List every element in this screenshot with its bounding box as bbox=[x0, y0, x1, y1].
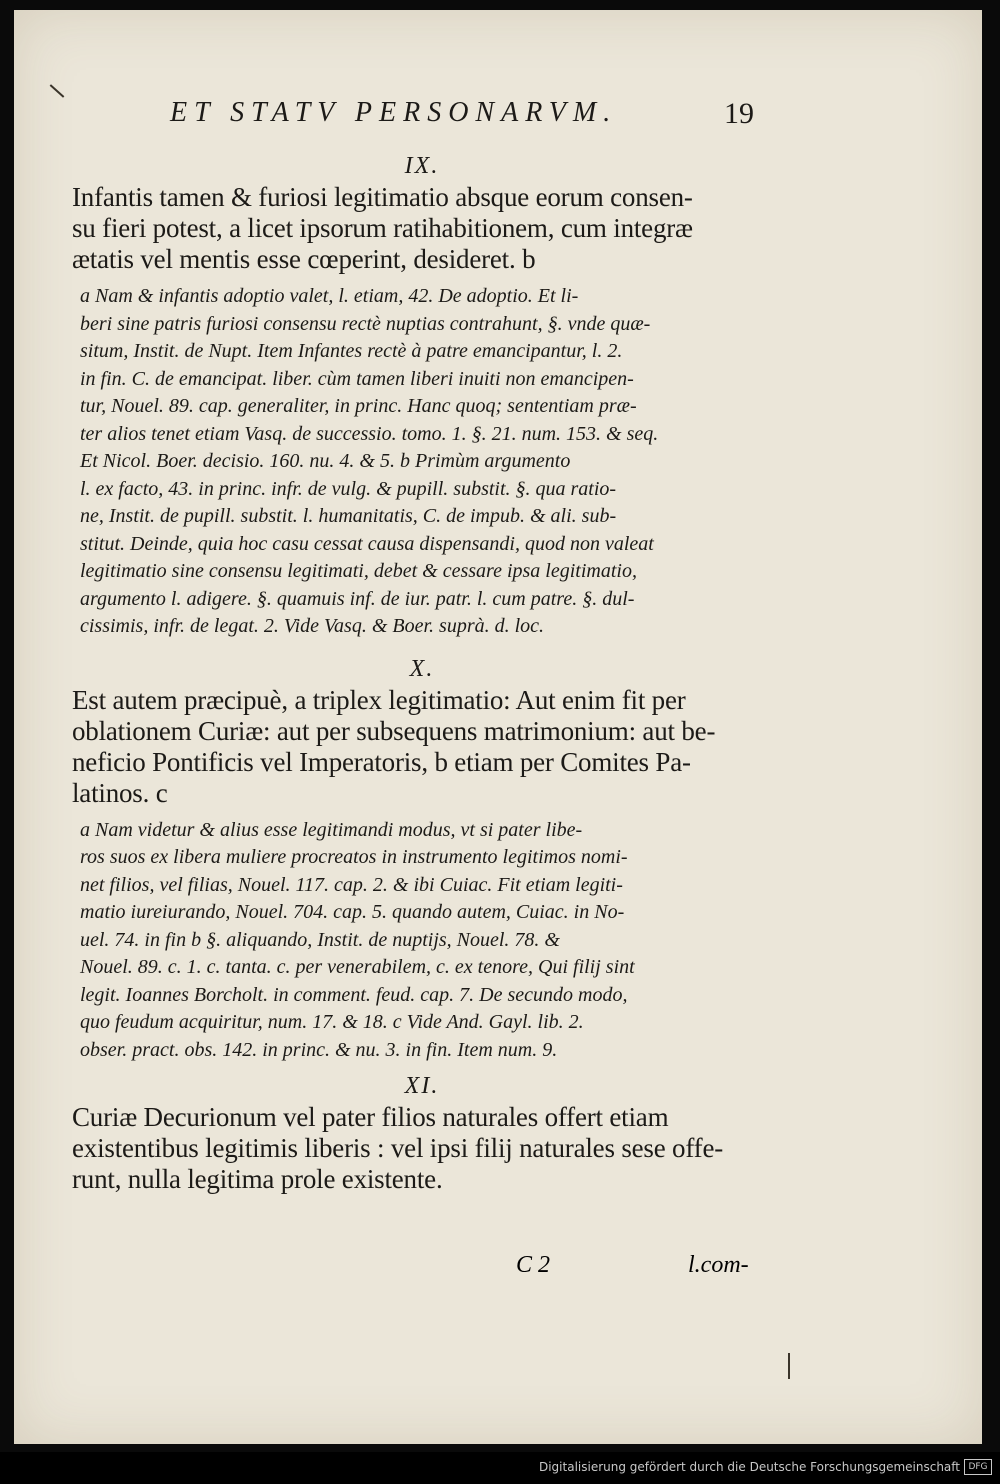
margin-mark bbox=[788, 1353, 790, 1379]
signature-mark: C 2 bbox=[516, 1252, 551, 1278]
section-number: IX. bbox=[404, 153, 440, 179]
section-number: X. bbox=[409, 655, 435, 682]
section-text: Infantis tamen & furiosi legitimatio absque eorum consen- su fieri potest, a licet ipsorum ratihabitionem, cum integræ ætatis vel mentis esse cœperint, desideret. b bbox=[72, 182, 693, 274]
catchword: l.com- bbox=[688, 1252, 749, 1278]
scan-credit: Digitalisierung gefördert durch die Deutsche Forschungsgemeinschaft bbox=[538, 1460, 960, 1474]
running-title: ET STATV PERSONARVM. bbox=[170, 97, 618, 128]
section-text: Curiæ Decurionum vel pater filios naturales offert etiam existentibus legitimis liberis : vel ipsi filij naturales sese offe- runt, nulla legitima prole existente. bbox=[72, 1102, 724, 1194]
section-number: XI. bbox=[404, 1073, 440, 1099]
section-note: a Nam videtur & alius esse legitimandi modus, vt si pater libe- ros suos ex libera muliere procreatos in instrumento legitimos nomi- net filios, vel filias, Nouel. 117. cap. 2. & ibi Cuiac. Fit etiam legiti- matio iureiurando, Nouel. 704. cap. 5. quando autem, Cuiac. in No- uel. 74. in fin b §. aliquando, Instit. de nuptijs, Nouel. 78. & Nouel. 89. c. 1. c. tanta. c. per venerabilem, c. ex tenore, Qui filij sint legit. Ioannes Borcholt. in comment. feud. cap. 7. De secundo modo, quo feudum acquiritur, num. 17. & 18. c Vide And. Gayl. lib. 2. obser. pract. obs. 142. in princ. & nu. 3. in fin. Item num. 9. bbox=[80, 818, 635, 1061]
dfg-logo: DFG bbox=[964, 1459, 992, 1475]
section-text: Est autem præcipuè, a triplex legitimatio: Aut enim fit per oblationem Curiæ: aut per subsequens matrimonium: aut be- neficio Pontificis vel Imperatoris, b etiam per Comites Pa- latinos. c bbox=[72, 684, 716, 808]
page-body bbox=[72, 150, 772, 1203]
margin-mark bbox=[50, 84, 65, 98]
section-note: a Nam & infantis adoptio valet, l. etiam, 42. De adoptio. Et li- beri sine patris furiosi consensu rectè nuptias contrahunt, §. vnde quæ- situm, Instit. de Nupt. Item Infantes rectè à patre emancipantur, l. 2. in fin. C. de emancipat. liber. cùm tamen liberi inuiti non emancipen- tur, Nouel. 89. cap. generaliter, in princ. Hanc quoq; sententiam præ- ter alios tenet etiam Vasq. de successio. tomo. 1. §. 21. num. 153. & seq. Et Nicol. Boer. decisio. 160. nu. 4. & 5. b Primùm argumento l. ex facto, 43. in princ. infr. de vulg. & pupill. substit. §. qua ratio- ne, Instit. de pupill. substit. l. humanitatis, C. de impub. & ali. sub- stitut. Deinde, quia hoc casu cessat causa dispensandi, quod non valeat legitimatio sine consensu legitimati, debet & cessare ipsa legitimatio, argumento l. adigere. §. quamuis inf. de iur. patr. l. cum patre. §. dul- cissimis, infr. de legat. 2. Vide Vasq. & Boer. suprà. d. loc. bbox=[80, 285, 659, 637]
page-number: 19 bbox=[724, 97, 754, 130]
scan-credit-bar bbox=[0, 1452, 1000, 1484]
